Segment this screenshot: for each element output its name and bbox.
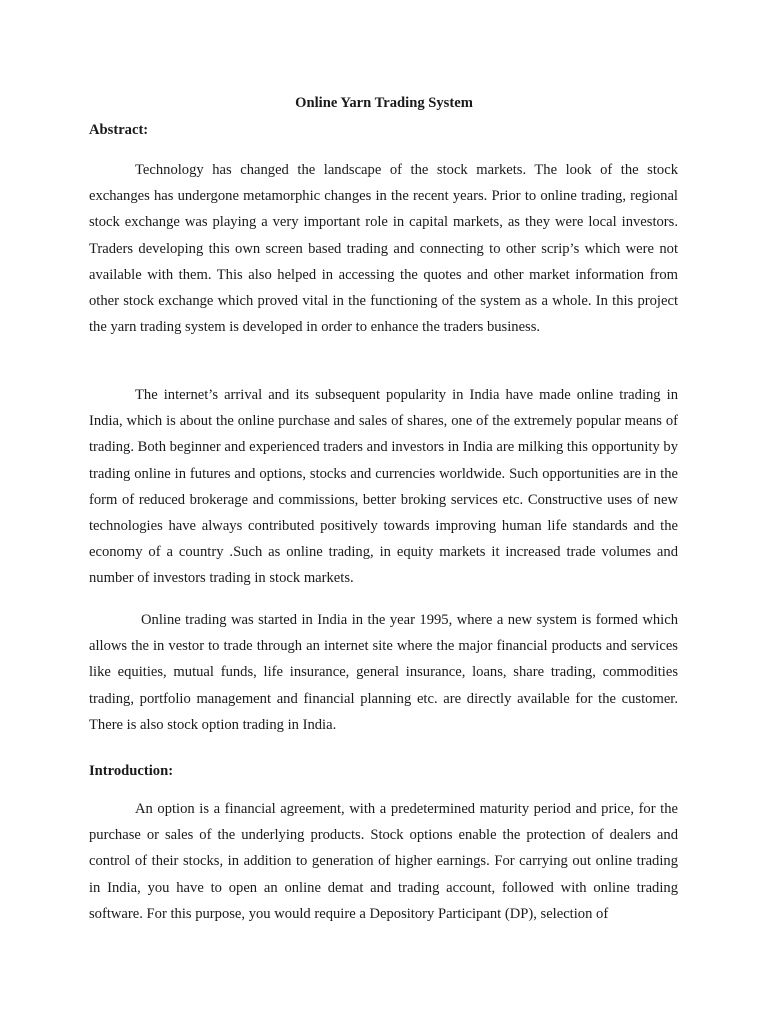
abstract-heading: Abstract:	[89, 122, 149, 138]
introduction-paragraph: An option is a financial agreement, with a predetermined maturity period and price, for the purchase or sales of the underlying products. Stock options enable the protection of dealers and control of their stocks, in addition to generation of higher earnings. For carrying out online trading in India, you have to open an online demat and trading account, followed with online trading software. For this purpose, you would require a Depository Participant (DP), selection of	[89, 801, 678, 922]
document-title: Online Yarn Trading System	[295, 95, 473, 111]
introduction-heading: Introduction:	[89, 763, 174, 779]
abstract-paragraph: The internet’s arrival and its subsequent popularity in India have made online trading in India, which is about the online purchase and sales of shares, one of the extremely popular means of trading. Both beginner and experienced traders and investors in India are milking this opportunity by trading online in futures and options, stocks and currencies worldwide. Such opportunities are in the form of reduced brokerage and commissions, better broking services etc. Constructive uses of new technologies have always contributed positively towards improving human life standards and the economy of a country .Such as online trading, in equity markets it increased trade volumes and number of investors trading in stock markets.	[89, 387, 678, 587]
abstract-paragraph: Technology has changed the landscape of the stock markets. The look of the stock exchanges has undergone metamorphic changes in the recent years. Prior to online trading, regional stock exchange was playing a very important role in capital markets, as they were local investors. Traders developing this own screen based trading and connecting to other scrip’s which were not available with them. This also helped in accessing the quotes and other market information from other stock exchange which proved vital in the functioning of the system as a whole. In this project the yarn trading system is developed in order to enhance the traders business.	[89, 162, 678, 336]
abstract-paragraph: Online trading was started in India in the year 1995, where a new system is formed which allows the in vestor to trade through an internet site where the major financial products and services like equities, mutual funds, life insurance, general insurance, loans, share trading, commodities trading, portfolio management and financial planning etc. are directly available for the customer. There is also stock option trading in India.	[89, 612, 678, 733]
